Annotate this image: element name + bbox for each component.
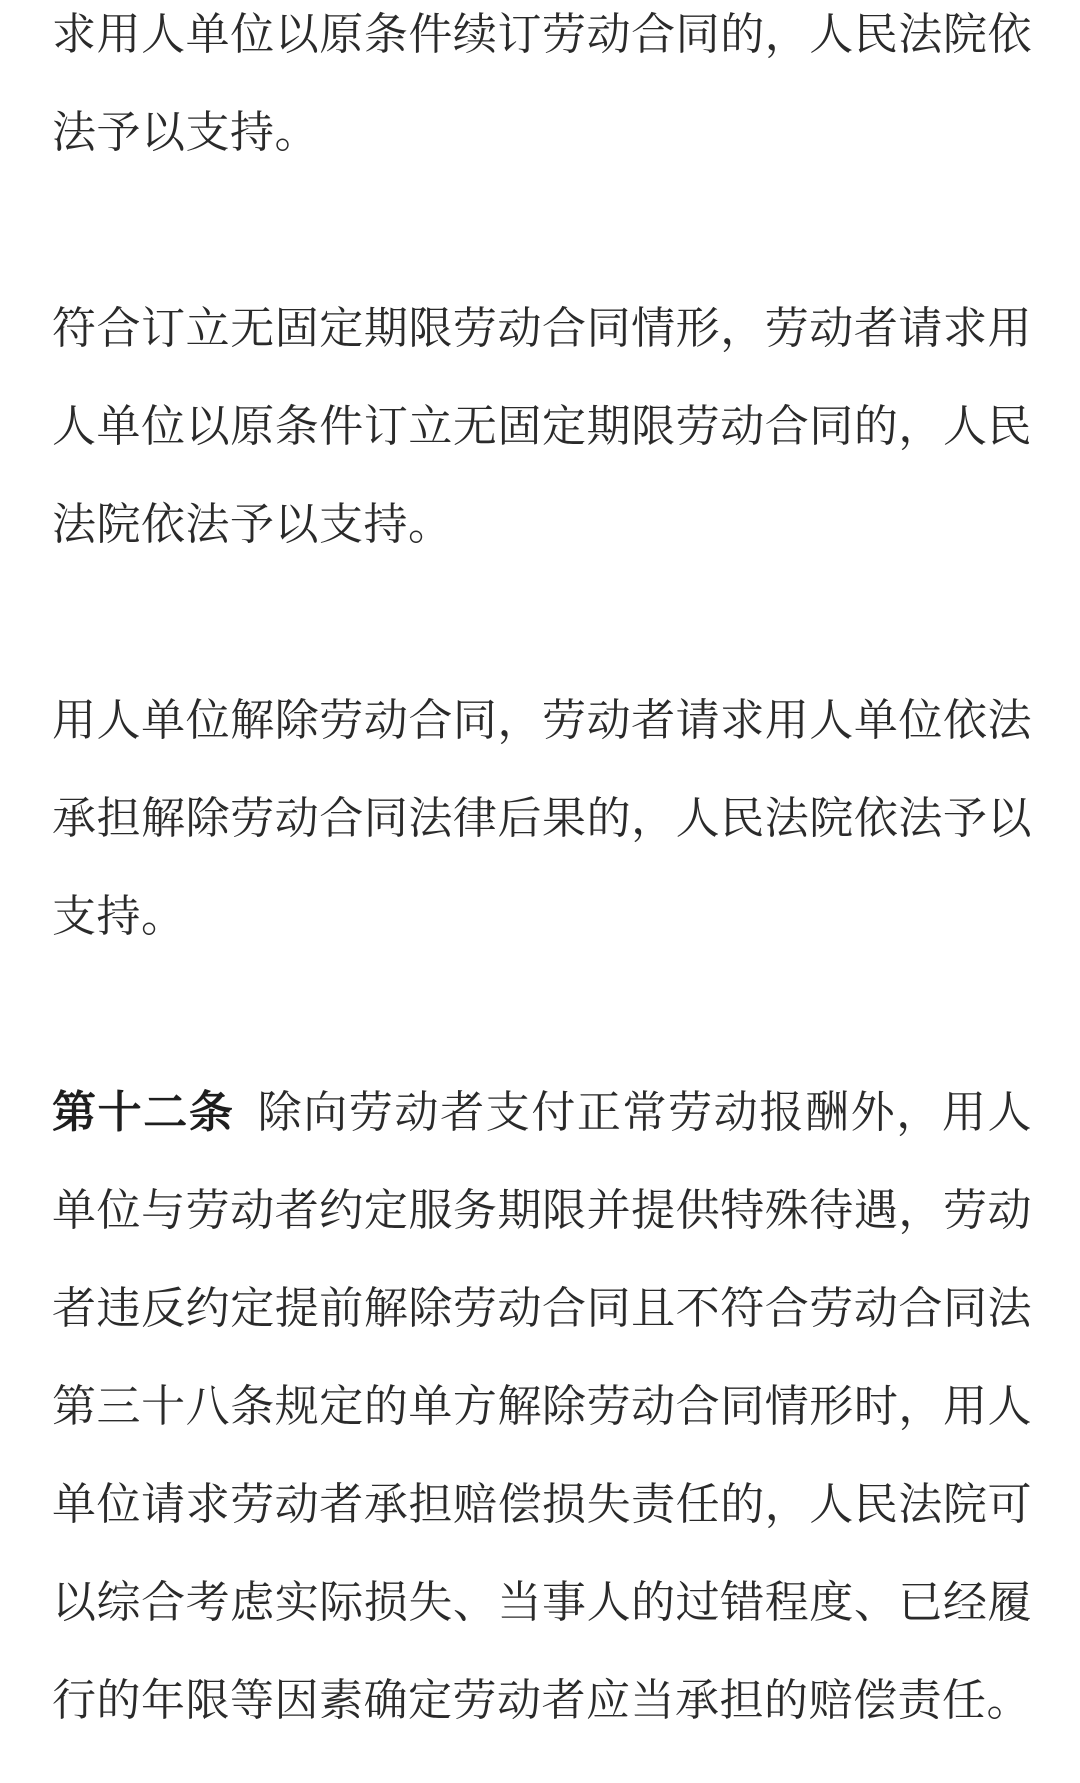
paragraph-renewal — [52, 0, 1032, 182]
paragraph-open-ended-contract — [52, 280, 1032, 574]
paragraph-text: 符合订立无固定期限劳动合同情形，劳动者请求用人单位以原条件订立无固定期限劳动合同的，人民法院依法予以支持。 — [52, 303, 1032, 550]
article-body — [52, 0, 1032, 1750]
paragraph-termination — [52, 672, 1032, 966]
paragraph-text: 求用人单位以原条件续订劳动合同的，人民法院依法予以支持。 — [52, 9, 1032, 158]
paragraph-text: 用人单位解除劳动合同，劳动者请求用人单位依法承担解除劳动合同法律后果的，人民法院依法予以支持。 — [52, 695, 1032, 942]
paragraph-article-12 — [52, 1064, 1032, 1750]
paragraph-text: 除向劳动者支付正常劳动报酬外，用人单位与劳动者约定服务期限并提供特殊待遇，劳动者违反约定提前解除劳动合同且不符合劳动合同法第三十八条规定的单方解除劳动合同情形时，用人单位请求劳动者承担赔偿损失责任的，人民法院可以综合考虑实际损失、当事人的过错程度、已经履行的年限等因素确定劳动者应当承担的赔偿责任。 — [52, 1087, 1033, 1726]
article-heading: 第十二条 — [52, 1087, 235, 1138]
